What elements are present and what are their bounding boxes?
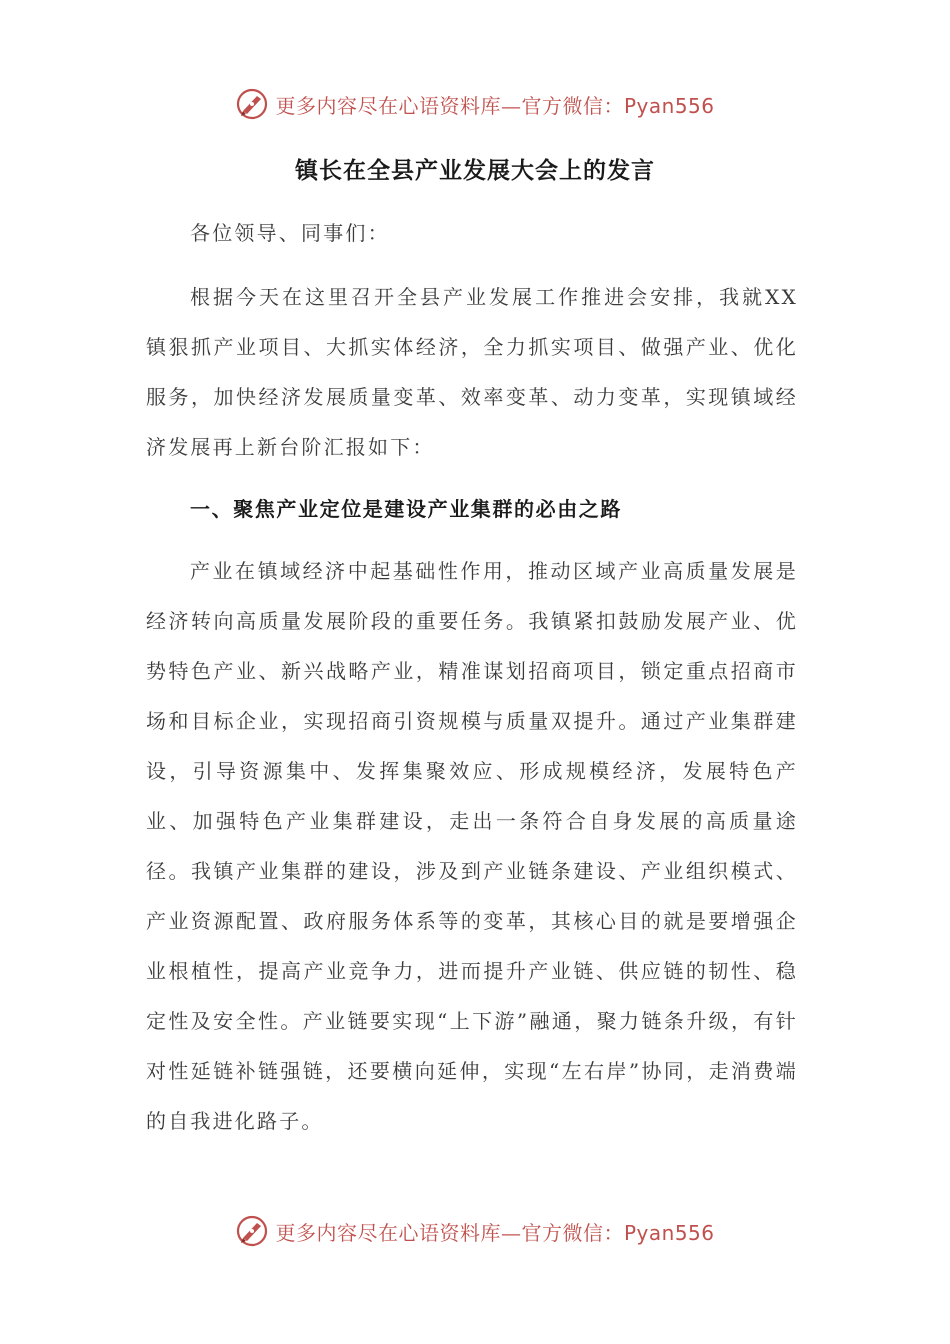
pen-nib-logo-icon bbox=[235, 87, 269, 121]
paragraph-intro: 根据今天在这里召开全县产业发展工作推进会安排，我就XX镇狠抓产业项目、大抓实体经济，全力抓实项目、做强产业、优化服务，加快经济发展质量变革、效率变革、动力变革，实现镇域经济发展再上新台阶汇报如下： bbox=[146, 285, 798, 459]
watermark-banner-bottom bbox=[0, 1211, 950, 1251]
paragraph-section-1: 产业在镇域经济中起基础性作用，推动区域产业高质量发展是经济转向高质量发展阶段的重要任务。我镇紧扣鼓励发展产业、优势特色产业、新兴战略产业，精准谋划招商项目，锁定重点招商市场和目标企业，实现招商引资规模与质量双提升。通过产业集群建设，引导资源集中、发挥集聚效应、形成规模经济，发展特色产业、加强特色产业集群建设，走出一条符合自身发展的高质量途径。我镇产业集群的建设，涉及到产业链条建设、产业组织模式、产业资源配置、政府服务体系等的变革，其核心目的就是要增强企业根植性，提高产业竞争力，进而提升产业链、供应链的韧性、稳定性及安全性。产业链要实现“上下游”融通，聚力链条升级，有针对性延链补链强链，还要横向延伸，实现“左右岸”协同，走消费端的自我进化路子。 bbox=[146, 559, 798, 1133]
watermark-text-top: 更多内容尽在心语资料库—官方微信：Pyan556 bbox=[275, 93, 715, 118]
pen-nib-logo-icon bbox=[235, 1214, 269, 1248]
watermark-text-bottom: 更多内容尽在心语资料库—官方微信：Pyan556 bbox=[275, 1220, 715, 1245]
document-title: 镇长在全县产业发展大会上的发言 bbox=[295, 158, 655, 184]
watermark-banner-top bbox=[0, 84, 950, 124]
section-heading-1: 一、聚焦产业定位是建设产业集群的必由之路 bbox=[190, 497, 622, 521]
salutation: 各位领导、同事们： bbox=[190, 221, 390, 245]
